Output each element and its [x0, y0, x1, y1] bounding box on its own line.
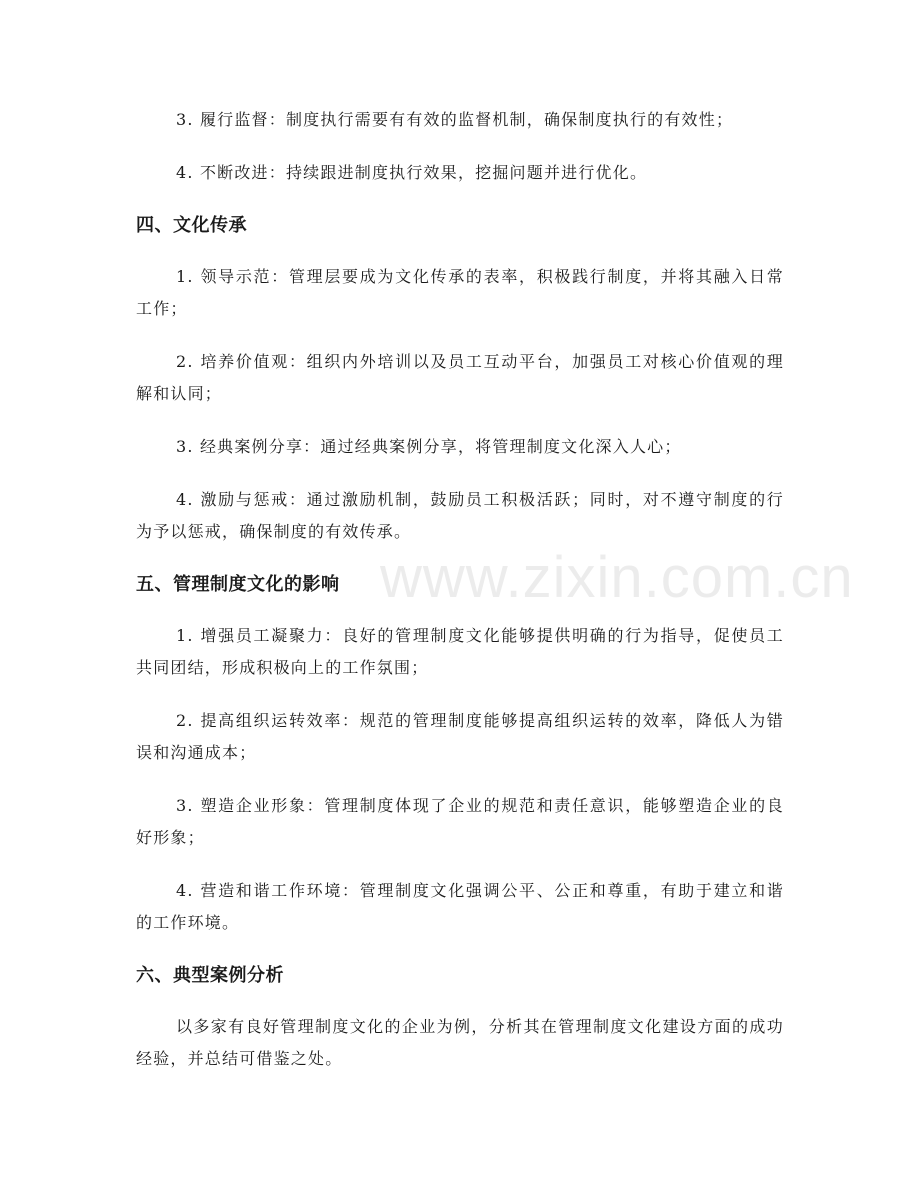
paragraph-leader-example: 1. 领导示范：管理层要成为文化传承的表率，积极践行制度，并将其融入日常工作；: [136, 267, 784, 318]
section-heading-case-analysis: 六、典型案例分析: [136, 965, 284, 986]
paragraph-image: 3. 塑造企业形象：管理制度体现了企业的规范和责任意识，能够塑造企业的良好形象；: [136, 796, 784, 847]
paragraph-case-sharing: 3. 经典案例分享：通过经典案例分享，将管理制度文化深入人心；: [176, 437, 682, 456]
section-heading-culture-inheritance: 四、文化传承: [136, 215, 247, 236]
section-heading-impact: 五、管理制度文化的影响: [136, 574, 340, 595]
paragraph-efficiency: 2. 提高组织运转效率：规范的管理制度能够提高组织运转的效率，降低人为错误和沟通成本；: [136, 711, 784, 762]
paragraph-3: 3. 履行监督：制度执行需要有有效的监督机制，确保制度执行的有效性；: [176, 110, 734, 129]
document-body: [136, 104, 784, 1075]
paragraph-incentive: 4. 激励与惩戒：通过激励机制，鼓励员工积极活跃；同时，对不遵守制度的行为予以惩戒，确保制度的有效传承。: [136, 490, 784, 541]
paragraph-case-analysis: 以多家有良好管理制度文化的企业为例，分析其在管理制度文化建设方面的成功经验，并总结可借鉴之处。: [136, 1017, 784, 1068]
paragraph-environment: 4. 营造和谐工作环境：管理制度文化强调公平、公正和尊重，有助于建立和谐的工作环境。: [136, 881, 784, 932]
paragraph-cohesion: 1. 增强员工凝聚力：良好的管理制度文化能够提供明确的行为指导，促使员工共同团结，形成积极向上的工作氛围；: [136, 626, 784, 677]
watermark: www.zixin.com.cn: [380, 545, 854, 610]
paragraph-values: 2. 培养价值观：组织内外培训以及员工互动平台，加强员工对核心价值观的理解和认同；: [136, 352, 784, 403]
paragraph-4: 4. 不断改进：持续跟进制度执行效果，挖掘问题并进行优化。: [176, 163, 648, 182]
